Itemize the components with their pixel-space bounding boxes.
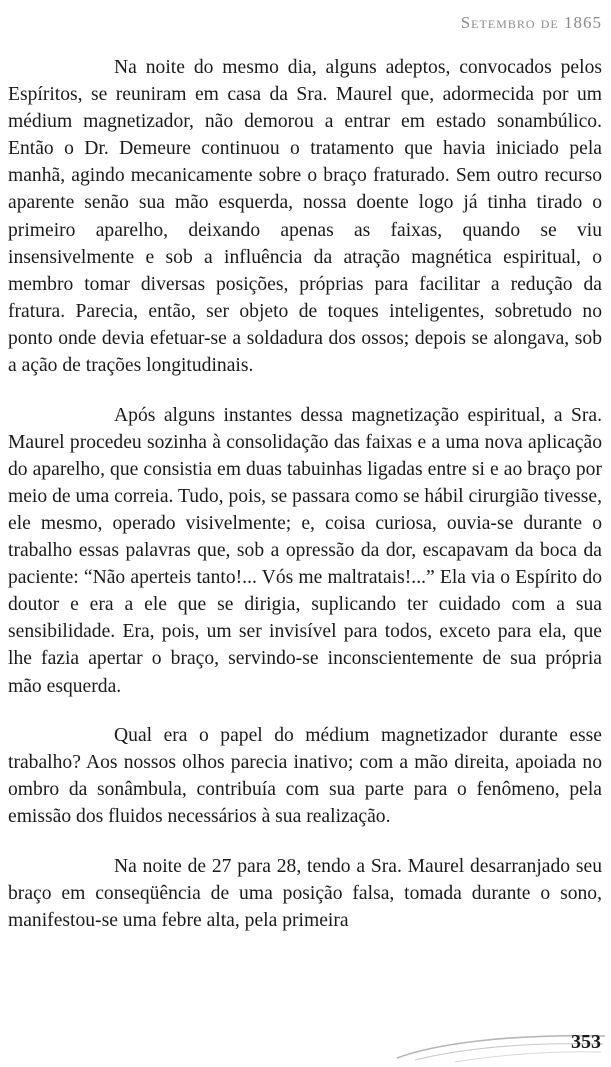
running-header: Setembro de 1865 — [460, 13, 602, 32]
page-number: 353 — [571, 1031, 601, 1053]
paragraph: Na noite de 27 para 28, tendo a Sra. Maurel desarranjado seu braço em conseqüência de uma posição falsa, tomada durante o sono, manifestou-se uma febre alta, pela primeira — [8, 856, 602, 932]
paragraph: Na noite do mesmo dia, alguns adeptos, convocados pelos Espíritos, se reuniram em casa da Sra. Maurel que, adormecida por um médium magnetizador, não demorou a entrar em estado sonambúlico. Então o Dr. Demeure continuou o tratamento que havia iniciado pela manhã, agindo mecanicamente sobre o braço fraturado. Sem outro recurso aparente senão sua mão esquerda, nossa doente logo já tinha tirado o primeiro aparelho, deixando apenas as faixas, quando se viu insensivelmente e sob a influência da atração magnética espiritual, o membro tomar diversas posições, próprias para facilitar a redução da fratura. Parecia, então, ser objeto de toques inteligentes, sobretudo no ponto onde devia efetuar-se a soldadura dos ossos; depois se alongava, sob a ação de trações longitudinais. — [8, 57, 602, 377]
paragraph: Após alguns instantes dessa magnetização espiritual, a Sra. Maurel procedeu sozinha à consolidação das faixas e a uma nova aplicação do aparelho, que consistia em duas tabuinhas ligadas entre si e ao braço por meio de uma correia. Tudo, pois, se passara como se hábil cirurgião tivesse, ele mesmo, operado visivelmente; e, coisa curiosa, ouvia-se durante o trabalho essas palavras que, sob a opressão da dor, escapavam da boca da paciente: “Não aperteis tanto!... Vós me maltratais!...” Ela via o Espírito do doutor e era a ele que se dirigia, suplicando ter cuidado com a sua sensibilidade. Era, pois, um ser invisível para todos, exceto para ela, que lhe fazia apertar o braço, servindo-se inconscientemente de sua própria mão esquerda. — [8, 404, 602, 697]
body-text — [8, 54, 602, 957]
paragraph: Qual era o papel do médium magnetizador durante esse trabalho? Aos nossos olhos parecia inativo; com a mão direita, apoiada no ombro da sonâmbula, contribuía com sua parte para o fenômeno, pela emissão dos fluidos necessários à sua realização. — [8, 725, 602, 828]
